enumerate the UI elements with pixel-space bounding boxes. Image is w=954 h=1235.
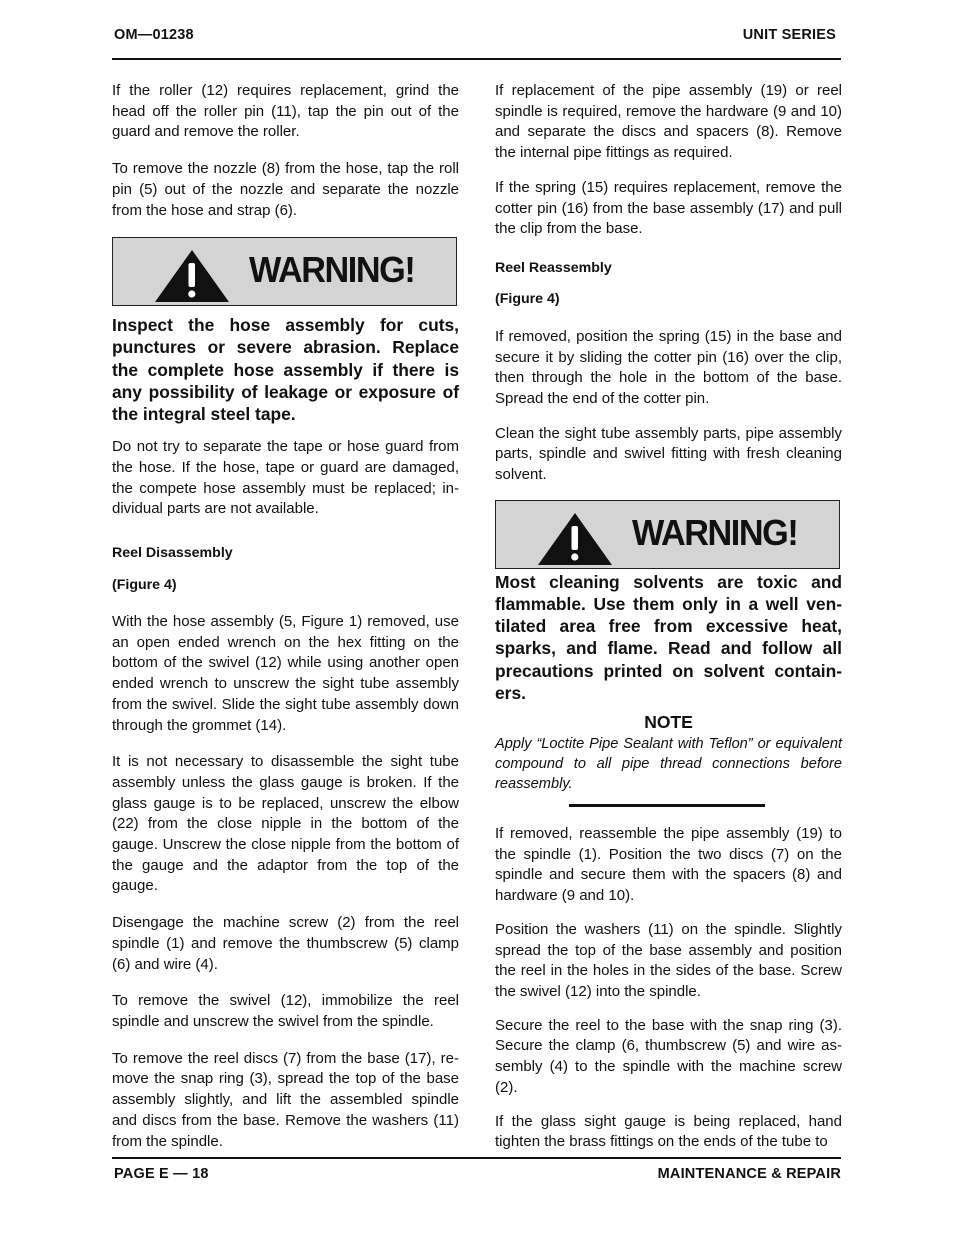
warning-triangle-icon	[155, 250, 229, 302]
paragraph: To remove the reel discs (7) from the base (17), remove the snap ring (3), spread the top of the base assembly slightly, and lift the assembled spindle and discs from the base. Remove the washers (11) from the spindle.	[112, 1049, 459, 1150]
warning-triangle-icon	[538, 513, 612, 565]
paragraph: If replacement of the pipe assembly (19) or reel spindle is required, remove the hardware (9 and 10) and separate the discs and spacers (8). Remove the internal pipe fittings as required.	[495, 82, 842, 162]
warning-label: WARNING!	[249, 249, 415, 291]
paragraph: Secure the reel to the base with the snap ring (3). Secure the clamp (6, thumbscrew (5) and wire assembly (4) to the spindle with the machine screw (2).	[495, 1016, 842, 1096]
section-title: Reel Reassembly	[495, 259, 612, 276]
paragraph: If the spring (15) requires replacement, remove the cotter pin (16) from the base assembly (17) and pull the clip from the base.	[495, 178, 842, 238]
paragraph: Disengage the machine screw (2) from the reel spindle (1) and remove the thumbscrew (5) clamp (6) and wire (4).	[112, 914, 459, 973]
header-rule	[112, 58, 841, 60]
paragraph: It is not necessary to disassemble the sight tube assembly unless the glass gauge is broken. If the glass gauge is to be replaced, unscrew the elbow (22) from the close nipple in the bottom of the gauge. Unscrew the close nipple from the bottom of the gauge and the adaptor from the top of the gauge.	[112, 753, 459, 895]
paragraph: Clean the sight tube assembly parts, pipe assembly parts, spindle and swivel fitting with fresh cleaning solvent.	[495, 424, 842, 484]
series-label: UNIT SERIES	[742, 27, 836, 43]
warning-text: Inspect the hose assembly for cuts, punctures or severe abrasion. Replace the complete hose assembly if there is any possibility of leakage or exposure of the integral steel tape.	[112, 315, 459, 425]
section-figure-ref: (Figure 4)	[495, 290, 560, 307]
note-rule	[569, 804, 765, 807]
note-text: Apply “Loctite Pipe Sealant with Teflon” or equivalent compound to all pipe thread connections before reassembly.	[495, 736, 842, 793]
paragraph: If removed, position the spring (15) in the base and secure it by sliding the cotter pin (16) over the clip, then through the hole in the bottom of the base. Spread the end of the cotter pin.	[495, 327, 842, 408]
paragraph: Position the washers (11) on the spindle. Slightly spread the top of the base assembly and position the reel in the holes in the sides of the base. Screw the swivel (12) into the spindle.	[495, 920, 842, 1000]
footer-rule	[112, 1157, 841, 1159]
paragraph: If removed, reassemble the pipe assembly (19) to the spindle (1). Position the two discs (7) on the spindle and secure them with the spacers (8) and hardware (9 and 10).	[495, 825, 842, 905]
warning-text: Most cleaning solvents are toxic and flammable. Use them only in a well ventilated area free from excessive heat, sparks, and flame. Read and follow all precautions printed on solvent containers.	[495, 571, 842, 703]
paragraph: With the hose assembly (5, Figure 1) removed, use an open ended wrench on the hex fitting on the bottom of the swivel (12) while using another open ended wrench to unscrew the sight tube assembly from the swivel. Slide the sight tube assembly down through the grommet (14).	[112, 613, 459, 734]
paragraph: To remove the nozzle (8) from the hose, tap the roll pin (5) out of the nozzle and separate the nozzle from the hose and strap (6).	[112, 160, 459, 219]
section-title: Reel Disassembly	[112, 545, 233, 562]
section-name: MAINTENANCE & REPAIR	[657, 1166, 841, 1182]
paragraph: To remove the swivel (12), immobilize the reel spindle and unscrew the swivel from the spindle.	[112, 992, 459, 1030]
note-title: NOTE	[644, 712, 693, 733]
left-column	[112, 81, 459, 1152]
section-figure-ref: (Figure 4)	[112, 577, 177, 594]
doc-number: OM—01238	[114, 27, 194, 43]
warning-banner	[112, 237, 457, 306]
warning-banner	[495, 500, 840, 569]
paragraph: If the roller (12) requires replacement, grind the head off the roller pin (11), tap the pin out of the guard and remove the roller.	[112, 82, 459, 141]
paragraph: If the glass sight gauge is being replaced, hand tighten the brass fittings on the ends of the tube to	[495, 1112, 842, 1151]
page-number: PAGE E — 18	[114, 1166, 209, 1182]
warning-label: WARNING!	[632, 511, 798, 553]
right-column	[495, 81, 842, 1153]
paragraph: Do not try to separate the tape or hose guard from the hose. If the hose, tape or guard are damaged, the compete hose assembly must be replaced; individual parts are not available.	[112, 438, 459, 518]
